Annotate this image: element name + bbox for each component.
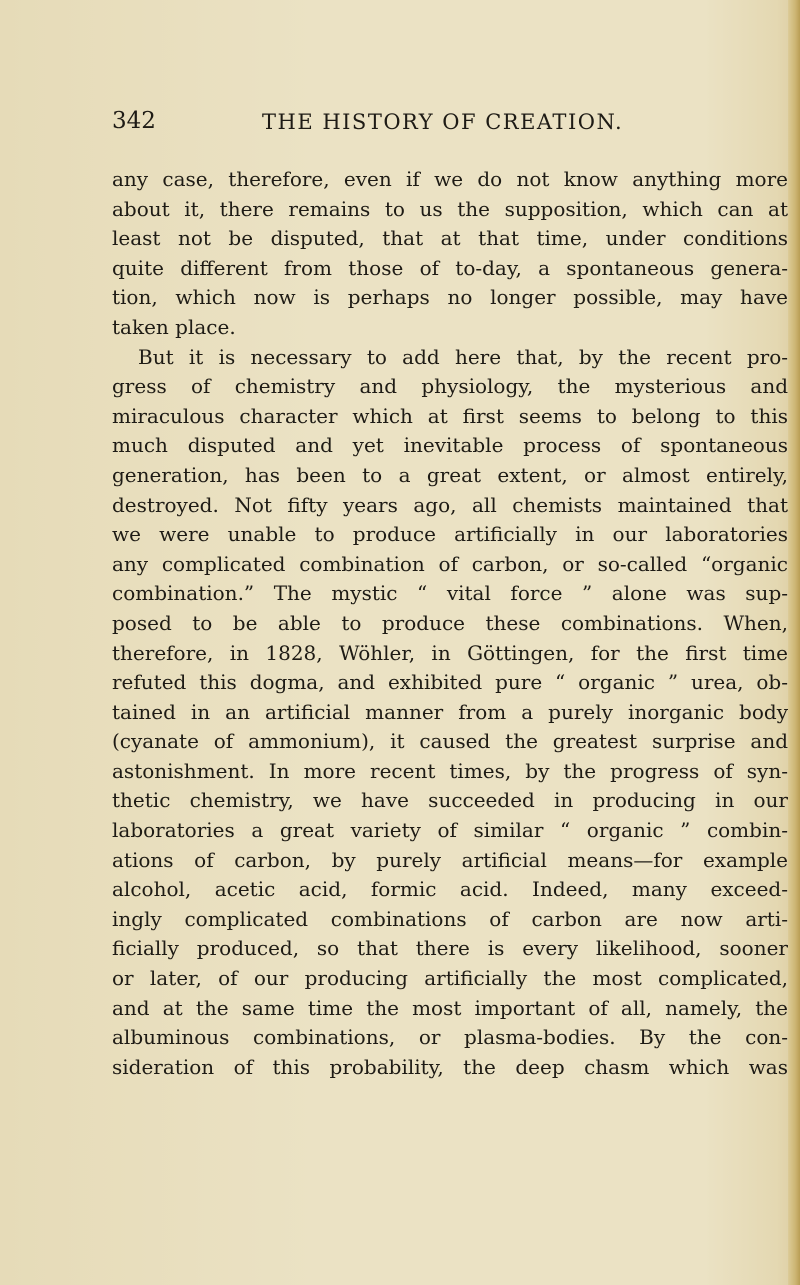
text-line: ficially produced, so that there is every likelihood, sooner [112,936,788,961]
text-line: about it, there remains to us the supposition, which can at [112,196,788,221]
text-line: (cyanate of ammonium), it caused the greatest surprise and [112,729,788,754]
text-line: taken place. [112,314,236,339]
text-line: tion, which now is perhaps no longer possible, may have [112,285,788,310]
page-number: 342 [112,108,156,134]
text-line: combination.” The mystic “ vital force ” alone was sup- [112,581,788,606]
text-line: albuminous combinations, or plasma-bodies. By the con- [112,1025,788,1050]
text-line: refuted this dogma, and exhibited pure “ organic ” urea, ob- [112,670,788,695]
text-line: quite different from those of to-day, a spontaneous genera- [112,255,788,280]
text-line: miraculous character which at first seems to belong to this [112,403,788,428]
text-line: and at the same time the most important of all, namely, the [112,995,788,1020]
text-line: astonishment. In more recent times, by the progress of syn- [112,758,788,783]
text-line: much disputed and yet inevitable process of spontaneous [112,433,788,458]
text-line: we were unable to produce artificially in our laboratories [112,522,788,547]
text-line: sideration of this probability, the deep chasm which was [112,1054,788,1079]
text-line: ations of carbon, by purely artificial means—for example [112,847,788,872]
running-header [112,108,772,146]
text-line: ingly complicated combinations of carbon are now arti- [112,906,788,931]
text-line: therefore, in 1828, Wöhler, in Göttingen, for the first time [112,640,788,665]
text-line: any complicated combination of carbon, or so-called “organic [112,551,788,576]
running-title: THE HISTORY OF CREATION. [262,110,624,134]
text-line: least not be disputed, that at that time, under conditions [112,226,788,251]
text-line: thetic chemistry, we have succeeded in producing in our [112,788,788,813]
text-line: destroyed. Not fifty years ago, all chemists maintained that [112,492,788,517]
text-line: or later, of our producing artificially the most complicated, [112,966,788,991]
text-line: generation, has been to a great extent, or almost entirely, [112,462,788,487]
text-line: posed to be able to produce these combinations. When, [112,610,788,635]
text-line: tained in an artificial manner from a purely inorganic body [112,699,788,724]
body-text [112,165,788,1082]
text-line: gress of chemistry and physiology, the mysterious and [112,374,788,399]
text-line: any case, therefore, even if we do not know anything more [112,167,788,191]
text-line: alcohol, acetic acid, formic acid. Indeed, many exceed- [112,877,788,902]
text-line: But it is necessary to add here that, by the recent pro- [138,344,788,369]
text-line: laboratories a great variety of similar “ organic ” combin- [112,818,788,843]
page-edge [788,0,800,1285]
